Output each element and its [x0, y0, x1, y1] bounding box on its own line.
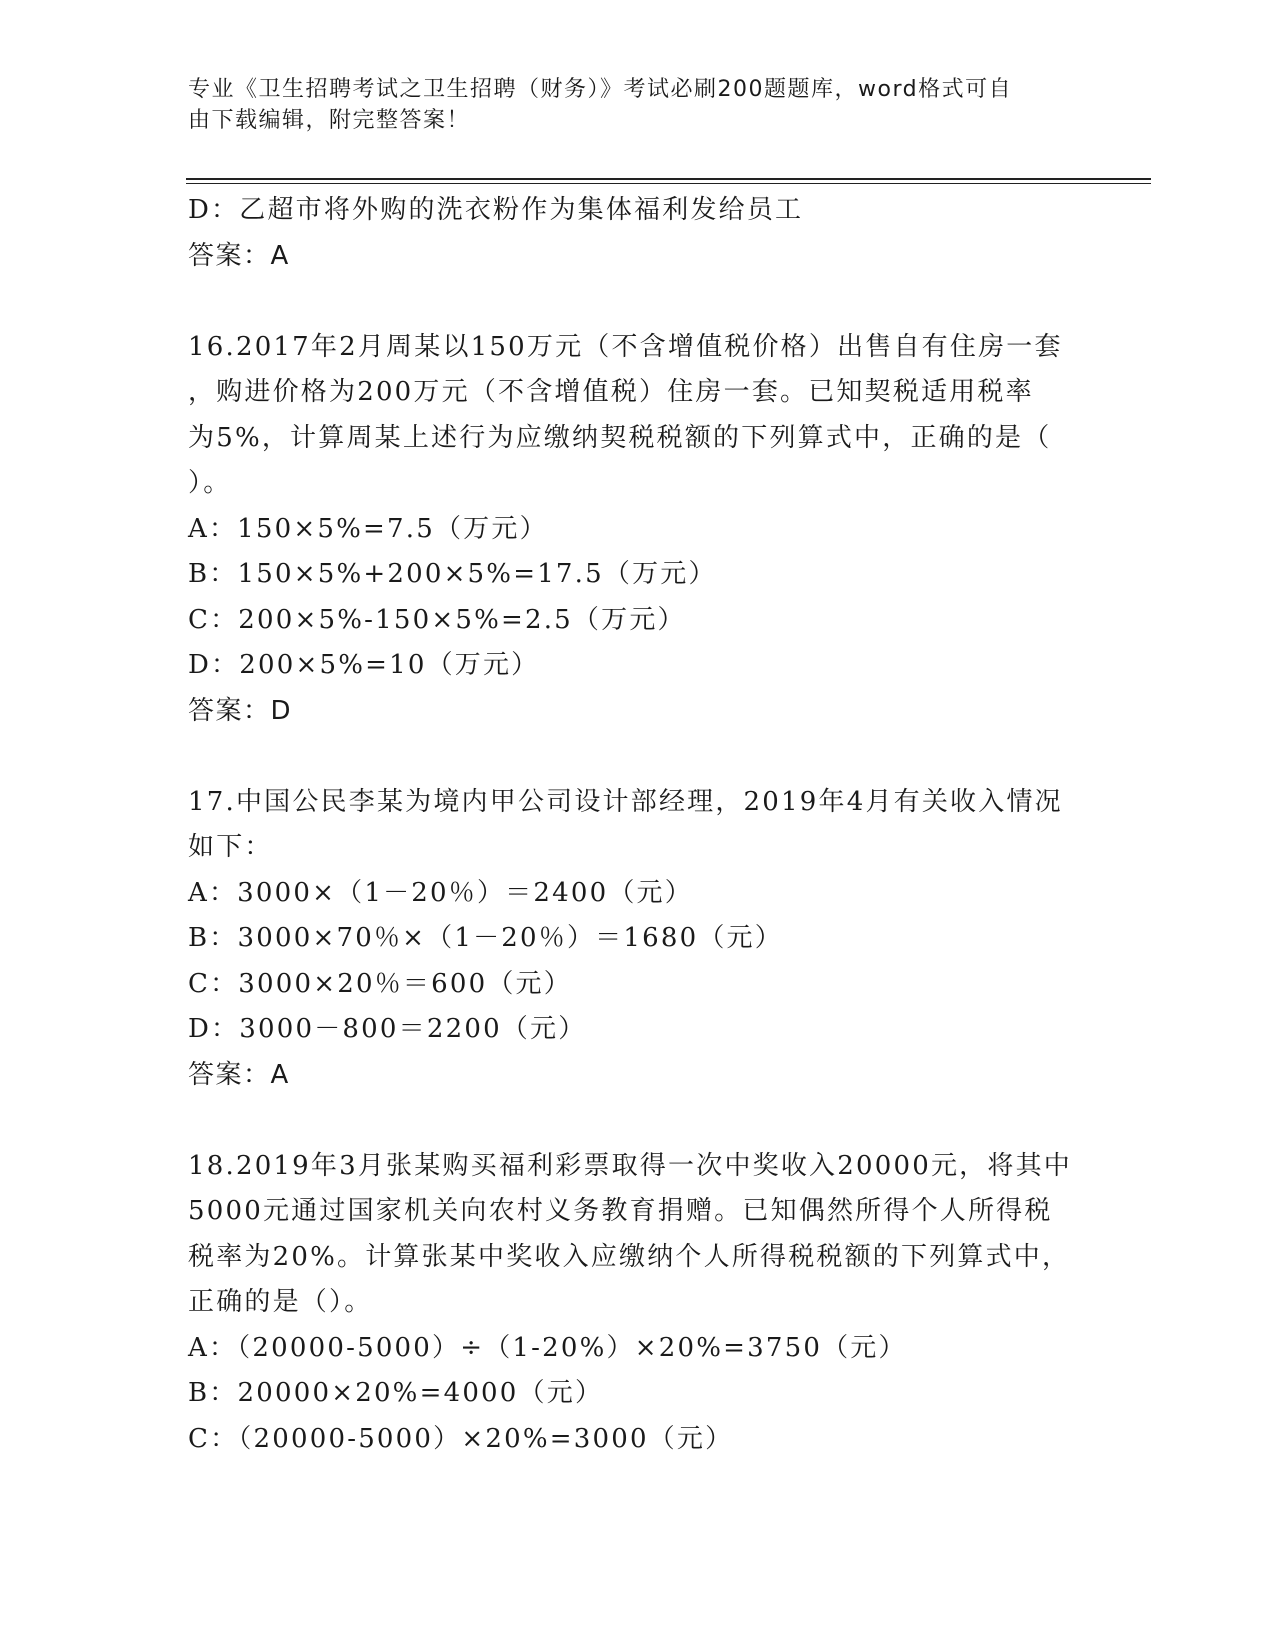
question-15: [188, 188, 1088, 279]
page-header: [188, 74, 1068, 136]
answer: 答案：A: [188, 1059, 290, 1090]
answer: 答案：D: [188, 695, 293, 726]
spacer: [188, 279, 1088, 325]
question-stem-line: 17.中国公民李某为境内甲公司设计部经理，2019年4月有关收入情况: [188, 786, 1063, 817]
question-stem-line: ）。: [188, 468, 232, 498]
question-stem-line: 16.2017年2月周某以150万元（不含增值税价格）出售自有住房一套: [188, 331, 1063, 362]
answer: 答案：A: [188, 240, 290, 271]
option-c: C：（20000-5000）×20%=3000（元）: [188, 1423, 734, 1454]
question-17: [188, 780, 1088, 1099]
spacer: [188, 1098, 1088, 1144]
question-16: [188, 325, 1088, 735]
question-stem-line: ，购进价格为200万元（不含增值税）住房一套。已知契税适用税率: [188, 377, 1034, 407]
header-line-1: 专业《卫生招聘考试之卫生招聘（财务）》考试必刷200题题库，word格式可自: [188, 77, 1013, 102]
header-divider-thin: [186, 183, 1151, 184]
option-d: D：3000－800＝2200（元）: [188, 1014, 587, 1044]
option-a: A：150×5%=7.5（万元）: [188, 513, 548, 544]
option-d: D：乙超市将外购的洗衣粉作为集体福利发给员工: [188, 195, 804, 225]
question-stem-line: 5000元通过国家机关向农村义务教育捐赠。已知偶然所得个人所得税: [188, 1196, 1053, 1226]
question-stem-line: 为5%，计算周某上述行为应缴纳契税税额的下列算式中，正确的是（: [188, 422, 1052, 453]
question-stem-line: 如下：: [188, 832, 273, 862]
option-d: D：200×5%=10（万元）: [188, 650, 540, 680]
question-18: [188, 1144, 1088, 1463]
option-b: B：3000×70％×（1－20％）＝1680（元）: [188, 923, 783, 953]
option-a: A：3000×（1－20％）＝2400（元）: [188, 877, 693, 908]
document-body: [188, 188, 1088, 1462]
header-line-2: 由下载编辑，附完整答案！: [188, 108, 471, 133]
option-b: B：150×5%+200×5%=17.5（万元）: [188, 559, 717, 589]
question-stem-line: 正确的是（）。: [188, 1287, 373, 1317]
spacer: [188, 734, 1088, 780]
option-c: C：3000×20％＝600（元）: [188, 968, 572, 999]
option-a: A：（20000-5000）÷（1-20%）×20%=3750（元）: [188, 1332, 907, 1363]
question-stem-line: 18.2019年3月张某购买福利彩票取得一次中奖收入20000元，将其中: [188, 1150, 1072, 1181]
option-c: C：200×5%-150×5%=2.5（万元）: [188, 604, 686, 635]
question-stem-line: 税率为20%。计算张某中奖收入应缴纳个人所得税税额的下列算式中，: [188, 1241, 1071, 1272]
option-b: B：20000×20%=4000（元）: [188, 1378, 604, 1408]
header-divider: [186, 178, 1151, 180]
